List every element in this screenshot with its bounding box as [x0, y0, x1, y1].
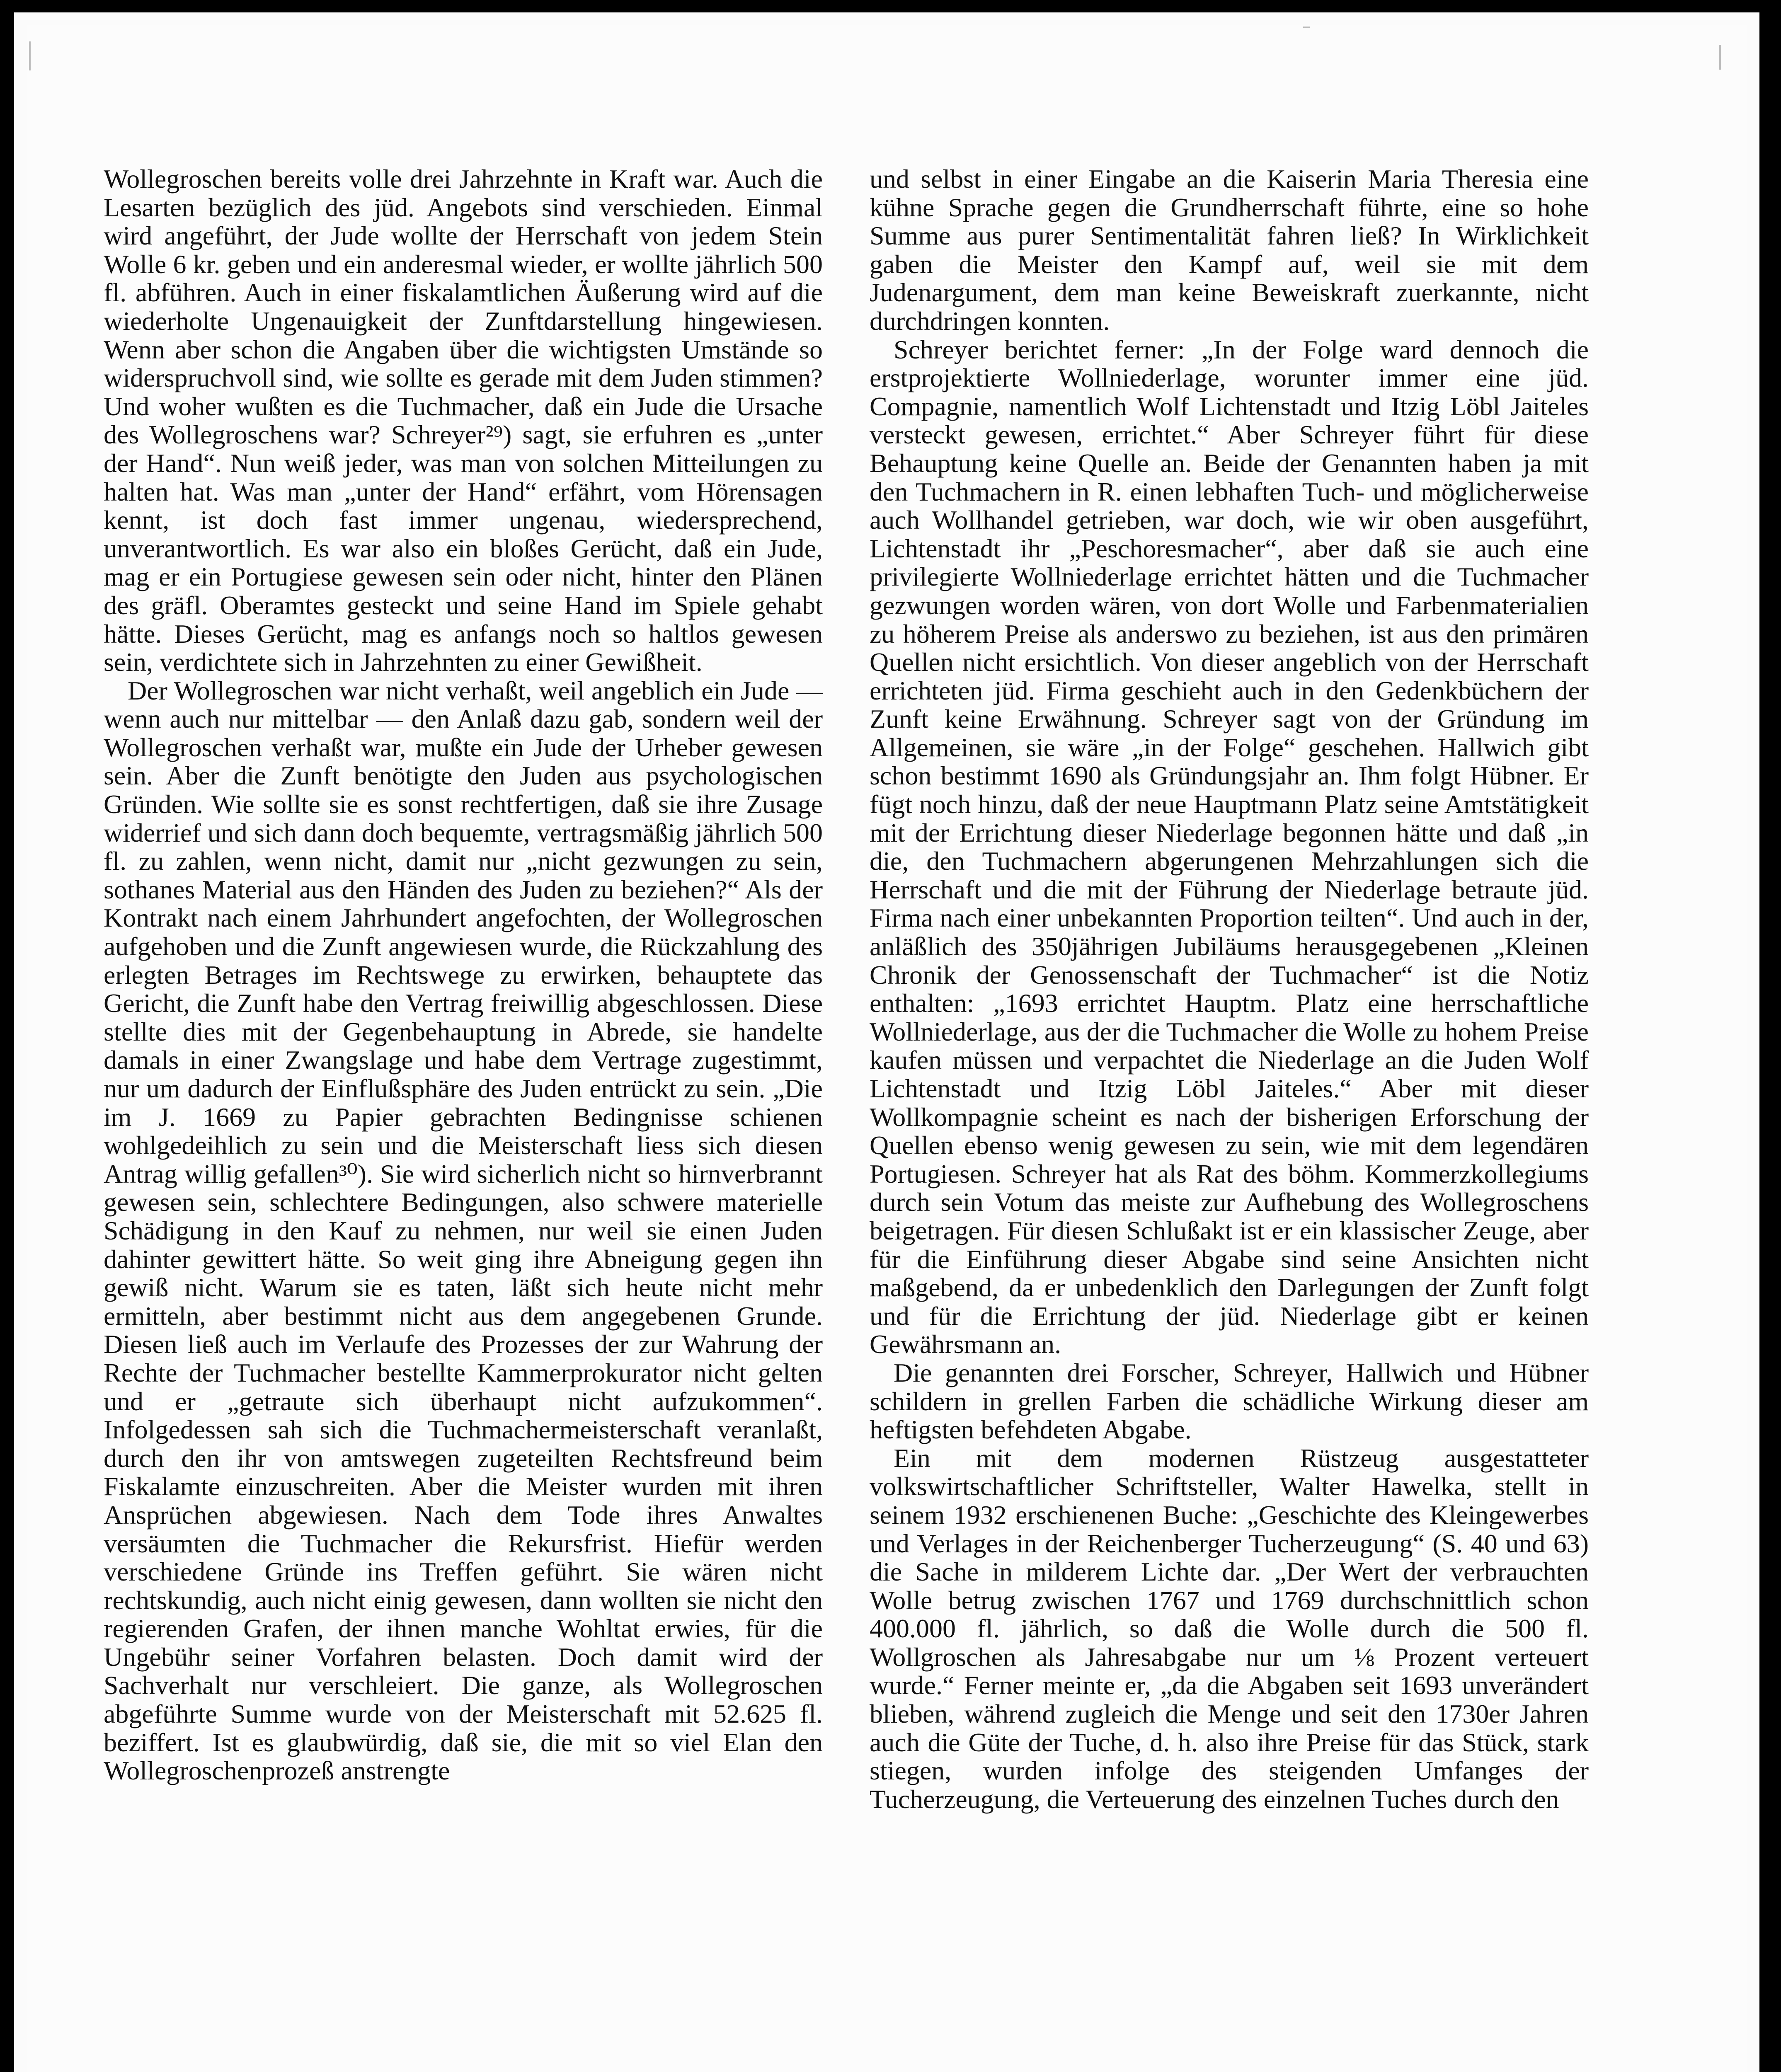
paragraph: Ein mit dem modernen Rüstzeug ausgestatteter volkswirtschaftlicher Schriftsteller, Walter Hawelka, stellt in seinem 1932 erschienenen Buche: „Geschichte des Kleingewerbes und Verlages in der Reichenberger Tucherzeugung“ (S. 40 und 63) die Sache in milderem Lichte dar. „Der Wert der verbrauchten Wolle betrug zwischen 1767 und 1769 durchschnittlich schon 400.000 fl. jährlich, so daß die Wolle durch die 500 fl. Wollgroschen als Jahresabgabe nur um ⅛ Prozent verteuert wurde.“ Ferner meinte er, „da die Abgaben seit 1693 unverändert blieben, während zugleich die Menge und seit den 1730er Jahren auch die Güte der Tuche, d. h. also ihre Preise für das Stück, stark stiegen, wurden infolge des steigenden Umfanges der Tucherzeugung, die Verteuerung des einzelnen Tuches durch den [870, 1443, 1589, 1814]
paragraph: Schreyer berichtet ferner: „In der Folge ward dennoch die erstprojektierte Wollniederlage, worunter immer eine jüd. Compagnie, namentlich Wolf Lichtenstadt und Itzig Löbl Jaiteles versteckt gewesen, errichtet.“ Aber Schreyer führt für diese Behauptung keine Quelle an. Beide der Genannten haben ja mit den Tuchmachern in R. einen lebhaften Tuch- und möglicherweise auch Wollhandel getrieben, war doch, wie wir oben ausgeführt, Lichtenstadt ihr „Peschoresmacher“, aber daß sie auch eine privilegierte Wollniederlage errichtet hätten und die Tuchmacher gezwungen worden wären, von dort Wolle und Farbenmaterialien zu höherem Preise als anderswo zu beziehen, ist aus den primären Quellen nicht ersichtlich. Von dieser angeblich von der Herrschaft errichteten jüd. Firma geschieht auch in den Gedenkbüchern der Zunft keine Erwähnung. Schreyer sagt von der Gründung im Allgemeinen, sie wäre „in der Folge“ geschehen. Hallwich gibt schon bestimmt 1690 als Gründungsjahr an. Ihm folgt Hübner. Er fügt noch hinzu, daß der neue Hauptmann Platz seine Amtstätigkeit mit der Errichtung dieser Niederlage begonnen hätte und daß „in die, den Tuchmachern abgerungenen Mehrzahlungen sich die Herrschaft und die mit der Führung der Niederlage betraute jüd. Firma nach einer unbekannten Proportion teilten“. Und auch in der, anläßlich des 350jährigen Jubiläums herausgegebenen „Kleinen Chronik der Genossenschaft der Tuchmacher“ ist die Notiz enthalten: „1693 errichtet Hauptm. Platz eine herrschaftliche Wollniederlage, aus der die Tuchmacher die Wolle zu hohem Preise kaufen müssen und verpachtet die Niederlage an die Juden Wolf Lichtenstadt und Itzig Löbl Jaiteles.“ Aber mit dieser Wollkompagnie scheint es nach der bisherigen Erforschung der Quellen ebenso wenig gewesen zu sein, wie mit dem legendären Portugiesen. Schreyer hat als Rat des böhm. Kommerzkollegiums durch sein Votum das meiste zur Aufhebung des Wollegroschens beigetragen. Für diesen Schlußakt ist er ein klassischer Zeuge, aber für die Einführung dieser Abgabe sind seine Ansichten nicht maßgebend, da er unbedenklich den Darlegungen der Zunft folgt und für die Errichtung der jüd. Niederlage gibt er keinen Gewährsmann an. [870, 334, 1589, 1359]
left-column [104, 165, 823, 1785]
paragraph: Der Wollegroschen war nicht verhaßt, weil angeblich ein Jude — wenn auch nur mittelbar — den Anlaß dazu gab, sondern weil der Wollegroschen verhaßt war, mußte ein Jude der Urheber gewesen sein. Aber die Zunft benötigte den Juden aus psychologischen Gründen. Wie sollte sie es sonst rechtfertigen, daß sie ihre Zusage widerrief und sich dann doch bequemte, vertragsmäßig jährlich 500 fl. zu zahlen, wenn nicht, damit nur „nicht gezwungen zu sein, sothanes Material aus den Händen des Juden zu beziehen?“ Als der Kontrakt nach einem Jahrhundert angefochten, der Wollegroschen aufgehoben und die Zunft angewiesen wurde, die Rückzahlung des erlegten Betrages im Rechtswege zu erwirken, behauptete das Gericht, die Zunft habe den Vertrag freiwillig abgeschlossen. Diese stellte dies mit der Gegenbehauptung in Abrede, sie handelte damals in einer Zwangslage und habe dem Vertrage zugestimmt, nur um dadurch der Einflußsphäre des Juden entrückt zu sein. „Die im J. 1669 zu Papier gebrachten Bedingnisse schienen wohlgedeihlich zu sein und die Meisterschaft liess sich diesen Antrag willig gefallen³⁰). Sie wird sicherlich nicht so hirnverbrannt gewesen sein, schlechtere Bedingungen, also schwere materielle Schädigung in den Kauf zu nehmen, nur weil sie einen Juden dahinter gewittert hätte. So weit ging ihre Abneigung gegen ihn gewiß nicht. Warum sie es taten, läßt sich heute nicht mehr ermitteln, aber bestimmt nicht aus dem angegebenen Grunde. Diesen ließ auch im Verlaufe des Prozesses der zur Wahrung der Rechte der Tuchmacher bestellte Kammerprokurator nicht gelten und er „getraute sich überhaupt nicht aufzukommen“. Infolgedessen sah sich die Tuchmachermeisterschaft veranlaßt, durch den ihr von amtswegen zugeteilten Rechtsfreund beim Fiskalamte einzuschreiten. Aber die Meister wurden mit ihren Ansprüchen abgewiesen. Nach dem Tode ihres Anwaltes versäumten die Tuchmacher die Rekursfrist. Hiefür werden verschiedene Gründe ins Treffen geführt. Sie wären nicht rechtskundig, auch nicht einig gewesen, dann wollten sie nicht den regierenden Grafen, der ihnen manche Wohltat erwies, für die Ungebühr seiner Vorfahren belasten. Doch damit wird der Sachverhalt nur verschleiert. Die ganze, als Wollegroschen abgeführte Summe wurde von der Meisterschaft mit 52.625 fl. beziffert. Ist es glaubwürdig, daß sie, die mit so viel Elan den Wollegroschenprozeß anstrengte [104, 675, 823, 1786]
paragraph: und selbst in einer Eingabe an die Kaiserin Maria Theresia eine kühne Sprache gegen die Grundherrschaft führte, eine so hohe Summe aus purer Sentimentalität fahren ließ? In Wirklichkeit gaben die Meister den Kampf auf, weil sie mit dem Judenargument, dem man keine Beweiskraft zuerkannte, nicht durchdringen konnten. [870, 164, 1589, 336]
scan-mark [29, 41, 31, 70]
scan-mark [1303, 27, 1310, 28]
scan-mark [1719, 45, 1721, 70]
right-column [870, 165, 1589, 1813]
paragraph: Die genannten drei Forscher, Schreyer, Hallwich und Hübner schildern in grellen Farben die schädliche Wirkung dieser am heftigsten befehdeten Abgabe. [870, 1358, 1589, 1445]
document-page [27, 25, 1747, 2072]
paragraph: Wollegroschen bereits volle drei Jahrzehnte in Kraft war. Auch die Lesarten bezüglich des jüd. Angebots sind verschieden. Einmal wird angeführt, der Jude wollte der Herrschaft von jedem Stein Wolle 6 kr. geben und ein anderesmal wieder, er wollte jährlich 500 fl. abführen. Auch in einer fiskalamtlichen Äußerung wird auf die wiederholte Ungenauigkeit der Zunftdarstellung hingewiesen. Wenn aber schon die Angaben über die wichtigsten Umstände so widerspruchvoll sind, wie sollte es gerade mit dem Juden stimmen? Und woher wußten es die Tuchmacher, daß ein Jude die Ursache des Wollegroschens war? Schreyer²⁹) sagt, sie erfuhren es „unter der Hand“. Nun weiß jeder, was man von solchen Mitteilungen zu halten hat. Was man „unter der Hand“ erfährt, vom Hörensagen kennt, ist doch fast immer ungenau, wiedersprechend, unverantwortlich. Es war also ein bloßes Gerücht, daß ein Jude, mag er ein Portugiese gewesen sein oder nicht, hinter den Plänen des gräfl. Oberamtes gesteckt und seine Hand im Spiele gehabt hätte. Dieses Gerücht, mag es anfangs noch so haltlos gewesen sein, verdichtete sich in Jahrzehnten zu einer Gewißheit. [104, 164, 823, 677]
